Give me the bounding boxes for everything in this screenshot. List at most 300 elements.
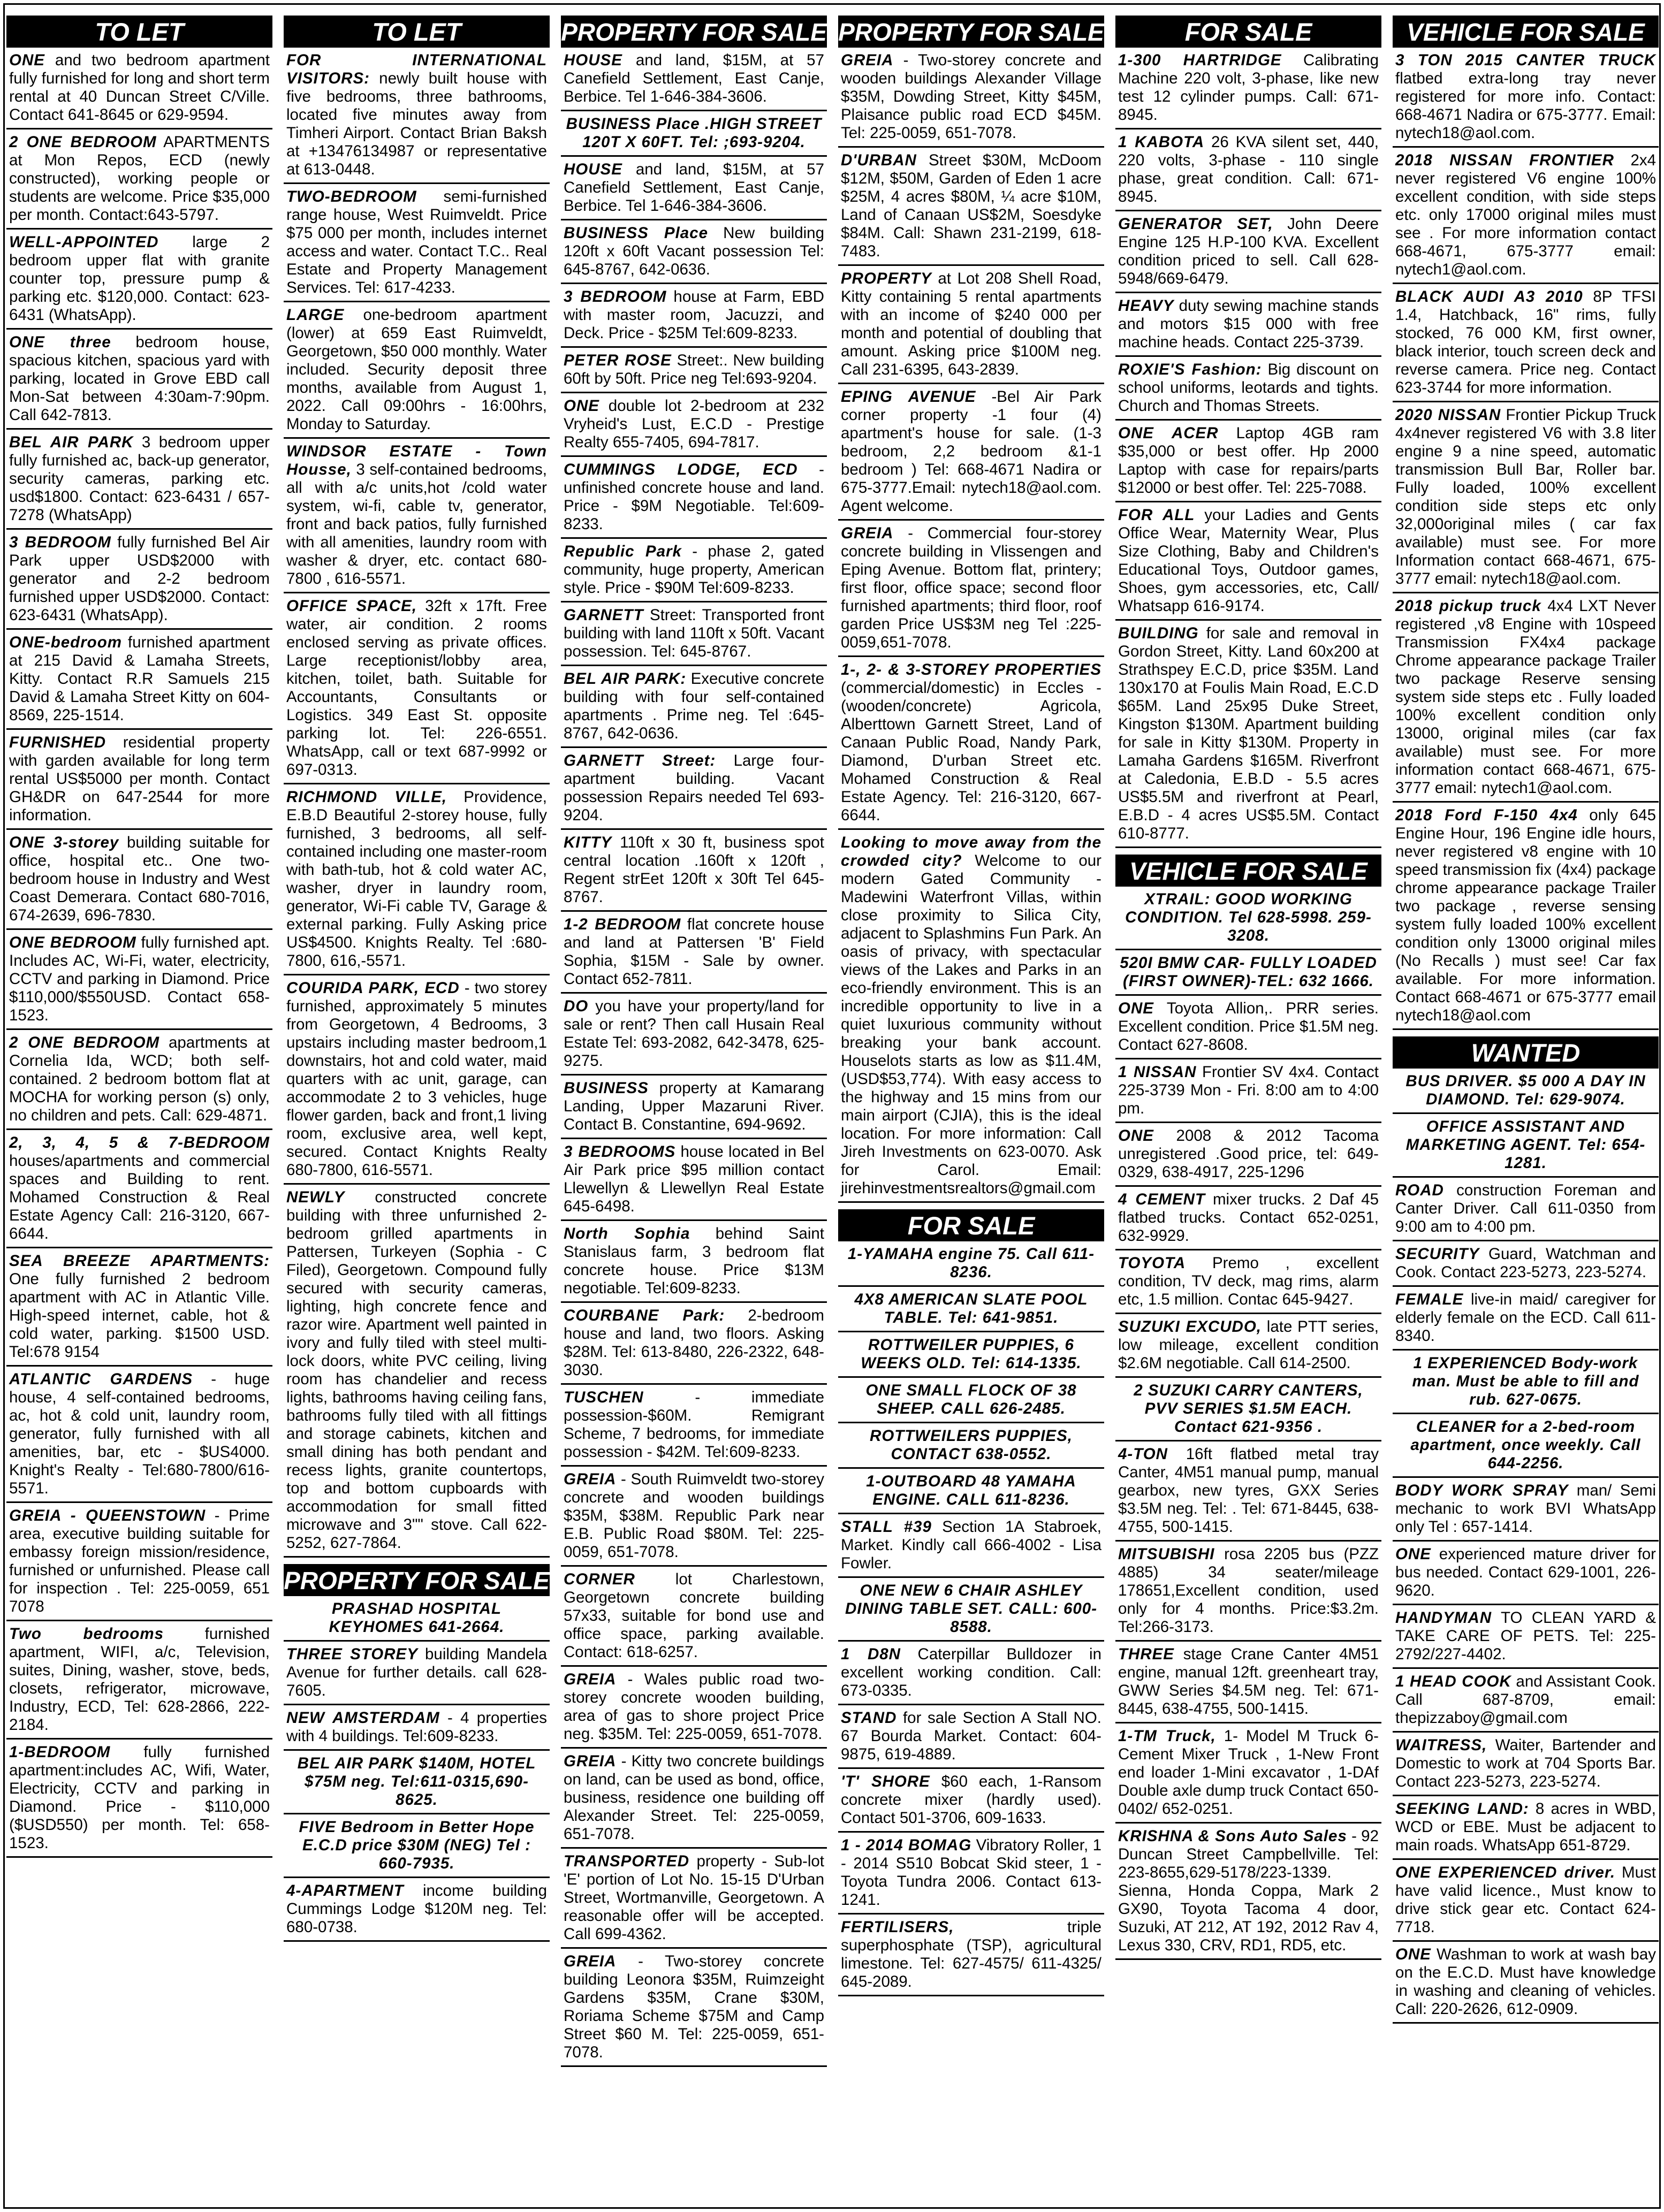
classified-ad	[1115, 887, 1381, 950]
column-3	[561, 16, 827, 2067]
ad-text: Street $30M, McDoom $12M, $50M, Garden of Eden 1 acre $25M, 4 acres $80M, ¼ acre $10M, Land of Canaan US$2M, Soesdyke $84M. Call: Shawn 231-2199, 618-7483.	[841, 151, 1101, 260]
ad-text: APARTMENTS at Mon Repos, ECD (newly constructed), working people or students are welcome. Price $35,000 per month. Contact:643-5797.	[9, 133, 270, 224]
ad-lead: MITSUBISHI	[1118, 1545, 1215, 1563]
ad-text: Street:. New building 60ft by 50ft. Price neg Tel:693-9204.	[564, 352, 824, 387]
ad-lead: 1 - 2014 BOMAG	[841, 1836, 972, 1854]
ad-lead: ONE NEW 6 CHAIR ASHLEY DINING TABLE SET. CALL: 600-8588.	[845, 1582, 1098, 1636]
ad-text: residential property with garden available for long term rental US$5000 per month. Contact GH&DR on 647-2544 for more information.	[9, 734, 270, 824]
classified-ad	[6, 1130, 272, 1248]
ad-lead: GREIA	[564, 1470, 617, 1488]
classified-ad	[1115, 950, 1381, 996]
ad-text: Toyota Allion,. PRR series. Excellent condition. Price $1.5M neg. Contact 627-8608.	[1118, 1000, 1379, 1054]
classified-ad	[838, 48, 1104, 148]
ad-lead: Looking to move away from the crowded city?	[841, 834, 1101, 869]
classified-ad	[561, 220, 827, 284]
ad-text: flatbed extra-long tray never registered for more info. Contact: 668-4671 Nadira or 675-3777. Email: nytech18@aol.com.	[1395, 70, 1656, 142]
ad-text: Washman to work at wash bay on the E.C.D. Must have knowledge in washing and cleaning of vehicles. Call: 220-2626, 612-0909.	[1395, 1946, 1656, 2018]
ad-text: Calibrating Machine 220 volt, 3-phase, like new test 12 cylinder pumps. Call: 671-8945.	[1118, 51, 1379, 124]
ad-lead: BEL AIR PARK:	[564, 670, 687, 688]
ad-text: - Kitty two concrete buildings on land, can be used as bond, office, business, residence one building off Alexander Street. Tel: 225-0059, 651-7078.	[564, 1752, 824, 1843]
ad-text: New building 120ft x 60ft Vacant possession Tel: 645-8767, 642-0636.	[564, 224, 824, 278]
ad-lead: CLEANER for a 2-bed-room apartment, once weekly. Call 644-2256.	[1410, 1418, 1641, 1472]
ad-text: furnished apartment at 215 David & Lamaha Streets, Kitty. Contact R.R Samuels 215 David & Lamaha Street Kitty on 604-8569, 225-1514.	[9, 634, 270, 724]
ad-text: - South Ruimveldt two-storey concrete and wooden buildings $35M, $38M. Republic Park near E.B. Public Road $80M. Tel: 225-0059, 651-7078.	[564, 1470, 824, 1561]
ad-lead: DO	[564, 997, 589, 1015]
ad-text: 2-bedroom house and land, two floors. Asking $28M. Tel: 613-8480, 226-2322, 648-3030.	[564, 1307, 824, 1379]
classified-ad	[6, 1248, 272, 1367]
column-2	[284, 16, 550, 1942]
ad-lead: PROPERTY	[841, 270, 932, 287]
ad-lead: 4X8 AMERICAN SLATE POOL TABLE. Tel: 641-9851.	[854, 1291, 1088, 1326]
ad-lead: COURIDA PARK, ECD	[286, 979, 460, 997]
classified-ad	[6, 330, 272, 430]
ad-lead: GARNETT	[564, 606, 644, 624]
ad-lead: 520I BMW CAR- FULLY LOADED (FIRST OWNER)-TEL: 632 1666.	[1120, 954, 1377, 990]
classified-ad	[284, 1814, 550, 1878]
classified-ad	[6, 230, 272, 330]
classified-ad	[838, 521, 1104, 657]
ad-lead: 4-TON	[1118, 1445, 1168, 1463]
ad-lead: WINDSOR ESTATE - Town Housse,	[286, 443, 547, 478]
ad-lead: GENERATOR SET,	[1118, 215, 1273, 233]
section-header: VEHICLE FOR SALE	[1393, 16, 1659, 48]
classified-ad	[284, 48, 550, 184]
ad-lead: 3 BEDROOM	[9, 533, 111, 551]
classified-ad	[1393, 803, 1659, 1030]
ad-text: - huge house, 4 self-contained bedrooms, ac, hot & cold unit, laundry room, generator, fully furnished with all amenities, bar, etc - $US4000. Knight's Realty - Tel:680-7800/616-5571.	[9, 1370, 270, 1497]
ad-lead: THREE STOREY	[286, 1645, 418, 1663]
classified-ad	[6, 48, 272, 129]
ad-lead: COURBANE Park:	[564, 1307, 725, 1324]
ad-lead: 1-, 2- & 3-STOREY PROPERTIES	[841, 661, 1101, 678]
classified-ad	[561, 1567, 827, 1667]
classified-ad	[838, 1578, 1104, 1642]
classified-ad	[561, 912, 827, 994]
classified-ad	[561, 1667, 827, 1749]
ad-text: your Ladies and Gents Office Wear, Maternity Wear, Plus Size Clothing, Baby and Children's Educational Toys, Outdoor games, Shoes, gym accessories, etc, Call/ Whatsapp 616-9174.	[1118, 506, 1379, 615]
classified-ad	[6, 430, 272, 530]
ad-text: (commercial/domestic) in Eccles - (wooden/concrete) Agricola, Alberttown Garnett Street, Land of Canaan Public Road, Nandy Park, Diamond, D'urban Street etc. Mohamed Construction & Real Estate Agency. Tel: 216-3120, 667-6644.	[841, 679, 1101, 824]
classified-ad	[1393, 402, 1659, 593]
classified-ad	[561, 111, 827, 157]
ad-text: - immediate possession-$60M. Remigrant Scheme, 7 bedrooms, for immediate possession - $42M. Tel:609-8233.	[564, 1389, 824, 1461]
ad-lead: 2018 pickup truck	[1395, 597, 1541, 615]
ad-lead: FIVE Bedroom in Better Hope E.C.D price $30M (NEG) Tel : 660-7935.	[299, 1818, 535, 1872]
classified-ad	[1115, 421, 1381, 502]
ad-text: triple superphosphate (TSP), agricultural limestone. Tel: 627-4575/ 611-4325/ 645-2089.	[841, 1918, 1101, 1990]
classified-ad	[1115, 996, 1381, 1059]
classified-ad	[561, 830, 827, 912]
ad-lead: ONE	[564, 397, 599, 415]
ad-text: only 645 Engine Hour, 196 Engine idle hours, never registered v8 engine with 10 speed transmission fix (4x4) package chrome appearance package Trailer two package , reverse sensing system fully loaded 100% excellent condition only 13000 original miles (No Recalls ) must see! Car fax available. For more information. Contact 668-4671 or 675-3777 email nytech18@aol.com	[1395, 806, 1656, 1024]
ad-lead: TRANSPORTED	[564, 1852, 690, 1870]
classified-ad	[6, 930, 272, 1030]
ad-text: Guard, Watchman and Cook. Contact 223-5273, 223-5274.	[1395, 1245, 1656, 1281]
ad-lead: ONE three	[9, 333, 111, 351]
ad-lead: HOUSE	[564, 161, 622, 178]
ad-text: Big discount on school uniforms, leotards and tights. Church and Thomas Streets.	[1118, 361, 1379, 415]
classified-ad	[6, 730, 272, 830]
ad-text: for sale and removal in Gordon Street, Kitty. Land 60x200 at Strathspey E.C.D, price $35M. Land 130x170 at Foulis Main Road, E.C.D $65M. Land 25x95 Duke Street, Kingston $130M. Apartment building for sale in Kitty $130M. Property in Lamaha Gardens $165M. Riverfront at Caledonia, E.B.D - 5.5 acres US$5.5M and riverfront at Pearl, E.B.D - 4 acres US$5.5M. Contact 610-8777.	[1118, 624, 1379, 842]
ad-text: Must have valid licence., Must know to drive stick gear etc. Contact 624-7718.	[1395, 1864, 1656, 1936]
classified-ad	[838, 657, 1104, 830]
ad-text: you have your property/land for sale or rent? Then call Husain Real Estate Tel: 693-2082, 642-3478, 625-9275.	[564, 997, 824, 1070]
classified-ad	[1393, 1796, 1659, 1860]
section-header: TO LET	[6, 16, 272, 48]
ad-text: flat concrete house and land at Pattersen 'B' Field Sophia, $15M - Sale by owner. Contact 652-7811.	[564, 916, 824, 988]
ad-text: newly built house with five bedrooms, three bathrooms, located five minutes away from Timheri Airport. Contact Brian Baksh at +13476134987 or representative at 613-0448.	[286, 70, 548, 178]
classified-ad	[284, 975, 550, 1185]
classified-ad	[284, 184, 550, 302]
ad-lead: ROTTWEILER PUPPIES, 6 WEEKS OLD. Tel: 614-1335.	[861, 1336, 1082, 1372]
classified-ad	[561, 748, 827, 830]
ad-lead: BLACK AUDI A3 2010	[1395, 288, 1583, 306]
ad-lead: 1 EXPERIENCED Body-work man. Must be able to fill and rub. 627-0675.	[1412, 1354, 1639, 1408]
ad-lead: BUSINESS	[564, 1079, 649, 1097]
classified-ad	[561, 1139, 827, 1221]
ad-text: experienced mature driver for bus needed. Contact 629-1001, 226-9620.	[1395, 1545, 1656, 1599]
ad-text: mixer trucks. 2 Daf 45 flatbed trucks. Contact 652-0251, 632-9929.	[1118, 1191, 1379, 1245]
ad-lead: ONE 3-storey	[9, 834, 119, 851]
ad-lead: EPING AVENUE	[841, 388, 976, 406]
column-5	[1115, 16, 1381, 1960]
ad-text: - Two-storey concrete building Leonora $35M, Ruimzeight Gardens $35M, Crane $30M, Roriama Scheme $75M and Camp Street $60 M. Tel: 225-0059, 651-7078.	[564, 1952, 824, 2061]
classified-ad	[284, 1705, 550, 1751]
classified-ad	[561, 1303, 827, 1385]
classified-ad	[1115, 1250, 1381, 1314]
classified-ad	[284, 439, 550, 593]
ad-lead: ONE	[9, 51, 45, 69]
ad-lead: SEEKING LAND:	[1395, 1800, 1529, 1818]
ad-lead: ATLANTIC GARDENS	[9, 1370, 193, 1388]
ad-text: double lot 2-bedroom at 232 Vryheid's Lust, E.C.D - Prestige Realty 655-7405, 694-7817.	[564, 397, 824, 451]
ad-text: rosa 2205 bus (PZZ 4885) 34 seater/mileage 178651,Excellent condition, used only for 4 months. Price:$3.2m. Tel:266-3173.	[1118, 1545, 1379, 1636]
classified-ad	[1393, 1351, 1659, 1414]
classified-ad	[6, 1621, 272, 1740]
ad-text: Laptop 4GB ram $35,000 or best offer. Hp 2000 Laptop with case for repairs/parts $12000 or best offer. Tel: 225-7088.	[1118, 424, 1379, 497]
ad-lead: SECURITY	[1395, 1245, 1480, 1263]
classified-ad	[1115, 1378, 1381, 1441]
classified-ad	[1393, 1287, 1659, 1351]
classified-ad	[561, 1749, 827, 1849]
ad-text: Waiter, Bartender and Domestic to work at 704 Sports Bar. Contact 223-5273, 223-5274.	[1395, 1736, 1656, 1790]
classified-ad	[561, 1467, 827, 1567]
classified-ad	[838, 1378, 1104, 1423]
ad-text: large 2 bedroom upper flat with granite counter top, pressure pump & parking etc. $120,000. Contact: 623-6431 (WhatsApp).	[9, 233, 270, 324]
ad-lead: 'T' SHORE	[841, 1773, 930, 1790]
classified-ad	[1393, 593, 1659, 803]
ad-text: Caterpillar Bulldozer in excellent working condition. Call: 673-0335.	[841, 1645, 1101, 1699]
ad-lead: Two bedrooms	[9, 1625, 164, 1643]
ad-lead: ONE BEDROOM	[9, 934, 136, 951]
ad-lead: ONE	[1395, 1545, 1431, 1563]
ad-lead: XTRAIL: GOOD WORKING CONDITION. Tel 628-5998. 259-3208.	[1125, 890, 1372, 944]
classified-ad	[838, 1914, 1104, 1996]
classified-ad	[838, 1514, 1104, 1578]
ad-lead: BUSINESS Place .HIGH STREET 120T X 60FT. Tel: ;693-9204.	[566, 115, 822, 151]
ad-lead: ONE ACER	[1118, 424, 1219, 442]
classified-ad	[284, 1751, 550, 1814]
classified-ad	[561, 602, 827, 666]
ad-lead: 3 BEDROOM	[564, 288, 667, 306]
classified-ad	[1115, 502, 1381, 621]
classified-ad	[838, 1705, 1104, 1769]
classified-ad	[838, 148, 1104, 266]
ad-text: live-in maid/ caregiver for elderly female on the ECD. Call 611-8340.	[1395, 1291, 1656, 1345]
ad-lead: GREIA - QUEENSTOWN	[9, 1507, 206, 1524]
classified-ad	[1115, 1059, 1381, 1123]
ad-lead: FURNISHED	[9, 734, 107, 751]
classified-ad	[1393, 1942, 1659, 2024]
ad-lead: 3 BEDROOMS	[564, 1143, 676, 1161]
ad-text: house at Farm, EBD with master room, Jacuzzi, and Deck. Price - $25M Tel:609-8233.	[564, 288, 824, 342]
ad-text: TO CLEAN YARD & TAKE CARE OF PETS. Tel: 225-2792/227-4402.	[1395, 1609, 1656, 1663]
ad-text: and two bedroom apartment fully furnished for long and short term rental at 40 Duncan Street C/Ville. Contact 641-8645 or 629-9594.	[9, 51, 270, 124]
ad-text: - 4 properties with 4 buildings. Tel:609-8233.	[286, 1709, 547, 1745]
classified-ad	[1393, 1733, 1659, 1796]
ad-text: - Prime area, executive building suitable for embassy foreign mission/residence, furnished or unfurnished. Please call for inspection . Tel: 225-0059, 651 7078	[9, 1507, 270, 1615]
ad-lead: 2020 NISSAN	[1395, 406, 1501, 424]
ad-lead: 1-2 BEDROOM	[564, 916, 681, 933]
ad-text: One fully furnished 2 bedroom apartment with AC in Atlantic Ville. High-speed internet, cable, hot & cold water, parking. $1500 USD. Tel:678 9154	[9, 1270, 270, 1361]
ad-text: man/ Semi mechanic to work BVI WhatsApp only Tel : 657-1414.	[1395, 1482, 1657, 1536]
ad-text: 1- Model M Truck 6-Cement Mixer Truck , 1-New Front end loader 1-Mini excavator , 1-DAf Double axle dump truck Contact 650-0402/ 652-0251.	[1118, 1727, 1379, 1818]
section-header: FOR SALE	[1115, 16, 1381, 48]
ad-lead: 2018 NISSAN FRONTIER	[1395, 151, 1614, 169]
ad-lead: RICHMOND VILLE,	[286, 788, 447, 806]
ad-lead: HEAVY	[1118, 297, 1174, 315]
ad-lead: LARGE	[286, 306, 345, 324]
ad-text: 32ft x 17ft. Free water, air condition. 2 rooms enclosed serving as private offices. Large receptionist/lobby area, kitchen, toilet, bath. Suitable for Accountants, Consultants or Logistics. 349 East St. opposite parking lot. Tel: 226-6551. WhatsApp, call or text 687-9992 or 697-0313.	[286, 597, 547, 779]
ad-lead: ROAD	[1395, 1181, 1444, 1199]
classified-ad	[561, 1076, 827, 1139]
classified-ad	[284, 1185, 550, 1558]
section-header: PROPERTY FOR SALE	[284, 1564, 550, 1596]
ad-lead: ROTTWEILERS PUPPIES, CONTACT 638-0552.	[870, 1427, 1073, 1463]
ad-lead: STAND	[841, 1709, 897, 1727]
ad-text: building Mandela Avenue for further details. call 628-7605.	[286, 1645, 547, 1699]
ad-lead: FEMALE	[1395, 1291, 1464, 1308]
ad-lead: TOYOTA	[1118, 1254, 1186, 1272]
ad-text: $60 each, 1-Ransom concrete mixer (hardly used). Contact 501-3706, 609-1633.	[841, 1773, 1102, 1827]
classified-ad	[561, 284, 827, 348]
ad-lead: STALL #39	[841, 1518, 932, 1536]
ad-text: Frontier SV 4x4. Contact 225-3739 Mon - Fri. 8:00 am to 4:00 pm.	[1118, 1063, 1379, 1117]
ad-text: and Assistant Cook. Call 687-8709, email: thepizzaboy@gmail.com	[1395, 1673, 1657, 1727]
ad-text: Frontier Pickup Truck 4x4never registered V6 with 3.8 liter engine 9 a nine speed, automatic transmission Bull Bar, Roller bar. Fully loaded, 100% excellent condition side steps etc only 32,000original miles ( car fax available) must see. For more Information contact 668-4671, 675-3777 email: nytech18@aol.com.	[1395, 406, 1656, 588]
ad-lead: TUSCHEN	[564, 1389, 644, 1406]
ad-lead: PETER ROSE	[564, 352, 672, 369]
classified-ad	[1393, 284, 1659, 402]
ad-text: Vibratory Roller, 1 - 2014 S510 Bobcat Skid steer, 1 - Toyota Tundra 2006. Contact 613-1241.	[841, 1836, 1101, 1909]
ad-text: fully furnished apartment:includes AC, Wifi, Water, Electricity, CCTV and parking in Diamond. Price - $110,000 ($USD550) per month. Tel: 658-1523.	[9, 1743, 270, 1852]
ad-text: 110ft x 30 ft, business spot central location .160ft x 120ft , Regent strEet 120ft x 30ft Tel 645-8767.	[564, 834, 824, 906]
ad-text: property - Sub-lot 'E' portion of Lot No. 15-15 D'Urban Street, Wortmanville, Georgetown. A reasonable offer will be accepted. Call 699-4362.	[564, 1852, 825, 1943]
classified-ad	[284, 784, 550, 975]
classified-ad	[561, 994, 827, 1076]
ad-text: 3 self-contained bedrooms, all with a/c units,hot /cold water system, wi-fi, cable tv, generator, front and back patios, fully furnished with all amenities, laundry room with washer & dryer, etc. contact 680-7800 , 616-5571.	[286, 461, 547, 588]
ad-lead: KRISHNA & Sons Auto Sales	[1118, 1827, 1347, 1845]
classified-ad	[838, 1287, 1104, 1332]
ad-lead: NEW AMSTERDAM	[286, 1709, 440, 1727]
classified-ad	[838, 266, 1104, 384]
classified-ad	[6, 1503, 272, 1621]
classified-ad	[838, 830, 1104, 1203]
classified-ad	[561, 1385, 827, 1467]
ad-lead: THREE	[1118, 1645, 1174, 1663]
ad-lead: 4 CEMENT	[1118, 1191, 1205, 1208]
ad-text: 2008 & 2012 Tacoma unregistered .Good price, tel: 649-0329, 638-4917, 225-1296	[1118, 1127, 1379, 1181]
column-1	[6, 16, 272, 1858]
classified-ad	[1115, 1542, 1381, 1642]
ad-lead: GREIA	[564, 1752, 617, 1770]
classified-ad	[1393, 1478, 1659, 1542]
ad-text: duty sewing machine stands and motors $15 000 with free machine heads. Contact 225-3739.	[1118, 297, 1379, 351]
ad-lead: FOR INTERNATIONAL VISITORS:	[286, 51, 547, 87]
ad-lead: 1-300 HARTRIDGE	[1118, 51, 1282, 69]
ad-text: Street: Transported front building with land 110ft x 50ft. Vacant possession. Tel: 645-8767.	[564, 606, 824, 660]
ad-text: 3 bedroom upper fully furnished ac, back-up generator, security cameras, parking etc. usd$1800. Contact: 623-6431 / 657-7278 (WhatsApp)	[9, 433, 270, 524]
ad-text: Welcome to our modern Gated Community - Madewini Waterfront Villas, within close proximity to Silica City, adjacent to Splashmins Fun Park. An oasis of privacy, with spectacular views of the Lakes and Parks in an eco-friendly environment. This is an incredible opportunity to live in a quiet luxurious community without breaking your bank account. Houselots starts as low as $11.4M, (USD$53,774). With easy access to the highway and 15 mins from our main airport (CJIA), this is the ideal location. For more information: Call Jireh Investments on 623-0070. Ask for Carol. Email: jirehinvestmentsrealtors@gmail.com	[841, 852, 1101, 1197]
ad-text: furnished apartment, WIFI, a/c, Television, suites, Dining, washer, stove, beds, closets, refrigerator, microwave, Industry, ECD, Tel: 628-2866, 222-2184.	[9, 1625, 270, 1734]
section-header: PROPERTY FOR SALE	[838, 16, 1104, 48]
ad-text: income building Cummings Lodge $120M neg. Tel: 680-0738.	[286, 1882, 547, 1936]
ad-lead: D'URBAN	[841, 151, 917, 169]
classified-ad	[1115, 621, 1381, 848]
ad-lead: SEA BREEZE APARTMENTS:	[9, 1252, 270, 1270]
ad-text: one-bedroom apartment (lower) at 659 East Ruimveldt, Georgetown, $50 000 monthly. Water included. Security deposit three months, available from August 1, 2022. Call 09:00hrs - 16:00hrs, Monday to Saturday.	[286, 306, 548, 433]
ad-lead: CORNER	[564, 1570, 635, 1588]
classified-ad	[1115, 48, 1381, 129]
classified-ad	[1393, 1414, 1659, 1478]
ad-lead: WELL-APPOINTED	[9, 233, 159, 251]
ad-lead: KITTY	[564, 834, 612, 851]
ad-lead: 4-APARTMENT	[286, 1882, 404, 1900]
ad-lead: ONE	[1118, 1127, 1154, 1145]
ad-lead: 2018 Ford F-150 4x4	[1395, 806, 1578, 824]
ad-lead: HOUSE	[564, 51, 622, 69]
ad-text: John Deere Engine 125 H.P-100 KVA. Excellent condition priced to sell. Call 628-5948/669-6479.	[1118, 215, 1379, 287]
column-6	[1393, 16, 1659, 2024]
ad-lead: BEL AIR PARK	[9, 433, 134, 451]
classified-ad	[1115, 293, 1381, 357]
classified-ad	[561, 1221, 827, 1303]
classified-ad	[838, 1769, 1104, 1833]
ad-text: property at Kamarang Landing, Upper Mazaruni River. Contact B. Constantine, 694-9692.	[564, 1079, 824, 1133]
ad-text: - Wales public road two-storey concrete wooden building, area of gas to shore project Price neg. $35M. Tel: 225-0059, 651-7078.	[564, 1671, 824, 1743]
ad-lead: 2 SUZUKI CARRY CANTERS, PVV SERIES $1.5M EACH. Contact 621-9356 .	[1134, 1382, 1363, 1436]
ad-lead: 1-TM Truck,	[1118, 1727, 1216, 1745]
ad-lead: BUSINESS Place	[564, 224, 709, 242]
classified-ad	[6, 1740, 272, 1858]
ad-lead: BUILDING	[1118, 624, 1199, 642]
ad-text: houses/apartments and commercial spaces and Building to rent. Mohamed Construction & Real Estate Agency Call: 216-3120, 667-6644.	[9, 1152, 270, 1242]
ad-lead: BODY WORK SPRAY	[1395, 1482, 1569, 1499]
ad-text: 2x4 never registered V6 engine 100% excellent condition, with side steps etc. only 17000 original miles must see . For more information contact 668-4671, 675-3777 email: nytech1@aol.com.	[1395, 151, 1657, 278]
classified-ad	[1115, 1123, 1381, 1187]
ad-text: 8 acres in WBD, WCD or EBE. Must be adjacent to main roads. WhatsApp 651-8729.	[1395, 1800, 1656, 1854]
ad-lead: ONE	[1395, 1946, 1431, 1963]
ad-text: - unfinished concrete house and land. Price - $9M Negotiable. Tel:609-8233.	[564, 461, 824, 533]
ad-lead: FERTILISERS,	[841, 1918, 954, 1936]
classified-ad	[838, 1642, 1104, 1705]
classified-ad	[561, 1849, 827, 1949]
classified-ad	[6, 530, 272, 630]
ad-text: Premo , excellent condition, TV deck, mag rims, alarm etc, 1.5 million. Contac 645-9427.	[1118, 1254, 1379, 1308]
ad-lead: GREIA	[564, 1952, 617, 1970]
ad-lead: Republic Park	[564, 543, 682, 560]
classified-ad	[838, 1423, 1104, 1469]
ad-text: Large four-apartment building. Vacant possession Repairs needed Tel 693-9204.	[564, 752, 825, 824]
ad-lead: 2, 3, 4, 5 & 7-BEDROOM	[9, 1134, 270, 1151]
classified-ad	[1115, 1314, 1381, 1378]
classified-ad	[6, 1367, 272, 1503]
ad-lead: OFFICE ASSISTANT AND MARKETING AGENT. Tel: 654-1281.	[1405, 1118, 1646, 1172]
classified-ad	[561, 457, 827, 539]
ad-text: semi-furnished range house, West Ruimveldt. Price $75 000 per month, includes internet access and water. Contact T.C.. Real Estate and Property Management Services. Tel: 617-4233.	[286, 188, 547, 296]
classified-ad	[6, 630, 272, 730]
ad-lead: 3 TON 2015 CANTER TRUCK	[1395, 51, 1656, 69]
classified-ad	[561, 1949, 827, 2067]
ad-text: fully furnished apt. Includes AC, Wi-Fi, water, electricity, CCTV and parking in Diamond. Price $110,000/$550USD. Contact 658-1523.	[9, 934, 270, 1024]
classified-ad	[1393, 1241, 1659, 1287]
ad-lead: ROXIE'S Fashion:	[1118, 361, 1262, 378]
ad-text: late PTT series, low mileage, excellent condition $2.6M negotiable. Call 614-2500.	[1118, 1318, 1379, 1372]
classified-ad	[1115, 1723, 1381, 1824]
classified-ad	[1115, 1642, 1381, 1723]
ad-lead: PRASHAD HOSPITAL KEYHOMES 641-2664.	[329, 1600, 505, 1636]
ad-lead: NEWLY	[286, 1188, 345, 1206]
classifieds-page	[3, 3, 1661, 2209]
ad-text: - two storey furnished, approximately 5 minutes from Georgetown, 4 Bedrooms, 3 upstairs including master bedroom,1 downstairs, hot and cold water, maid quarters with ac unit, garage, can accommodate 2 to 3 vehicles, huge flower garden, back and front,1 living room, exclusive area, well kept, secured. Contact Knights Realty 680-7800, 616-5571.	[286, 979, 547, 1179]
ad-text: for sale Section A Stall NO. 67 Bourda Market. Contact: 604-9875, 619-4889.	[841, 1709, 1101, 1763]
ad-text: lot Charlestown, Georgetown concrete building 57x33, suitable for bond use and office space, parking available. Contact: 618-6257.	[564, 1570, 824, 1661]
ad-text: at Lot 208 Shell Road, Kitty containing 5 rental apartments with an income of $240 000 per month and potential of doubling that amount. Asking price $100M neg. Call 231-6395, 643-2839.	[841, 270, 1101, 378]
ad-text: - Commercial four-storey concrete building in Vlissengen and Eping Avenue. Bottom flat, printery; first floor, office space; second floor furnished apartments; third floor, roof garden Price US$3M neg Tel :225-0059,651-7078.	[841, 524, 1101, 651]
ad-lead: North Sophia	[564, 1225, 690, 1242]
ad-text: building suitable for office, hospital etc.. One two-bedroom house in Industry and West Coast Demerara. Contact 680-7016, 674-2639, 696-7830.	[9, 834, 270, 924]
ad-lead: 2 ONE BEDROOM	[9, 133, 157, 151]
ad-lead: FOR ALL	[1118, 506, 1195, 524]
ad-text: Section 1A Stabroek, Market. Kindly call 666-4002 - Lisa Fowler.	[841, 1518, 1102, 1572]
ad-lead: 1 HEAD COOK	[1395, 1673, 1511, 1690]
classified-ad	[561, 157, 827, 220]
classified-ad	[838, 1833, 1104, 1914]
classified-ad	[838, 1469, 1104, 1514]
ad-text: behind Saint Stanislaus farm, 3 bedroom flat concrete house. Price $13M negotiable. Tel:609-8233.	[564, 1225, 824, 1297]
ad-lead: OFFICE SPACE,	[286, 597, 417, 615]
ad-lead: WAITRESS,	[1395, 1736, 1487, 1754]
classified-ad	[6, 830, 272, 930]
ad-text: 16ft flatbed metal tray Canter, 4M51 manual pump, manual gearbox, new tyres, GXX Series $3.5M neg. Tel: . Tel: 671-8445, 638-4755, 500-1415.	[1118, 1445, 1379, 1536]
classified-ad	[6, 1030, 272, 1130]
classified-ad	[1393, 48, 1659, 148]
ad-text: Providence, E.B.D Beautiful 2-storey house, fully furnished, 3 bedrooms, all self-contained including one master-room with bath-tub, hot & cold water AC, washer, dryer in laundry room, generator, Wi-Fi cable TV, Garage & external parking. Fully Asking price US$4500. Knights Realty. Tel :680-7800, 616,-5571.	[286, 788, 547, 970]
column-4	[838, 16, 1104, 1996]
ad-text: - Two-storey concrete and wooden buildings Alexander Village $35M, Dowding Street, Kitty $45M, Plaisance public road ECD $45M. Tel: 225-0059, 651-7078.	[841, 51, 1101, 142]
ad-text: - phase 2, gated community, huge property, American style. Price - $90M Tel:609-8233.	[564, 543, 824, 597]
classified-ad	[1115, 211, 1381, 293]
classified-ad	[284, 1596, 550, 1642]
ad-lead: ONE EXPERIENCED driver.	[1395, 1864, 1616, 1881]
classified-ad	[561, 666, 827, 748]
ad-text: Executive concrete building with four self-contained apartments . Prime neg. Tel :645-8767, 642-0636.	[564, 670, 824, 742]
ad-text: apartments at Cornelia Ida, WCD; both self-contained. 2 bedroom bottom flat at MOCHA for working person (s) only, no children and pets. Call: 629-4871.	[9, 1034, 270, 1124]
classified-ad	[1393, 1114, 1659, 1178]
ad-text: and land, $15M, at 57 Canefield Settlement, East Canje, Berbice. Tel 1-646-384-3606.	[564, 51, 824, 105]
ad-lead: GREIA	[841, 524, 894, 542]
classified-ad	[284, 593, 550, 784]
